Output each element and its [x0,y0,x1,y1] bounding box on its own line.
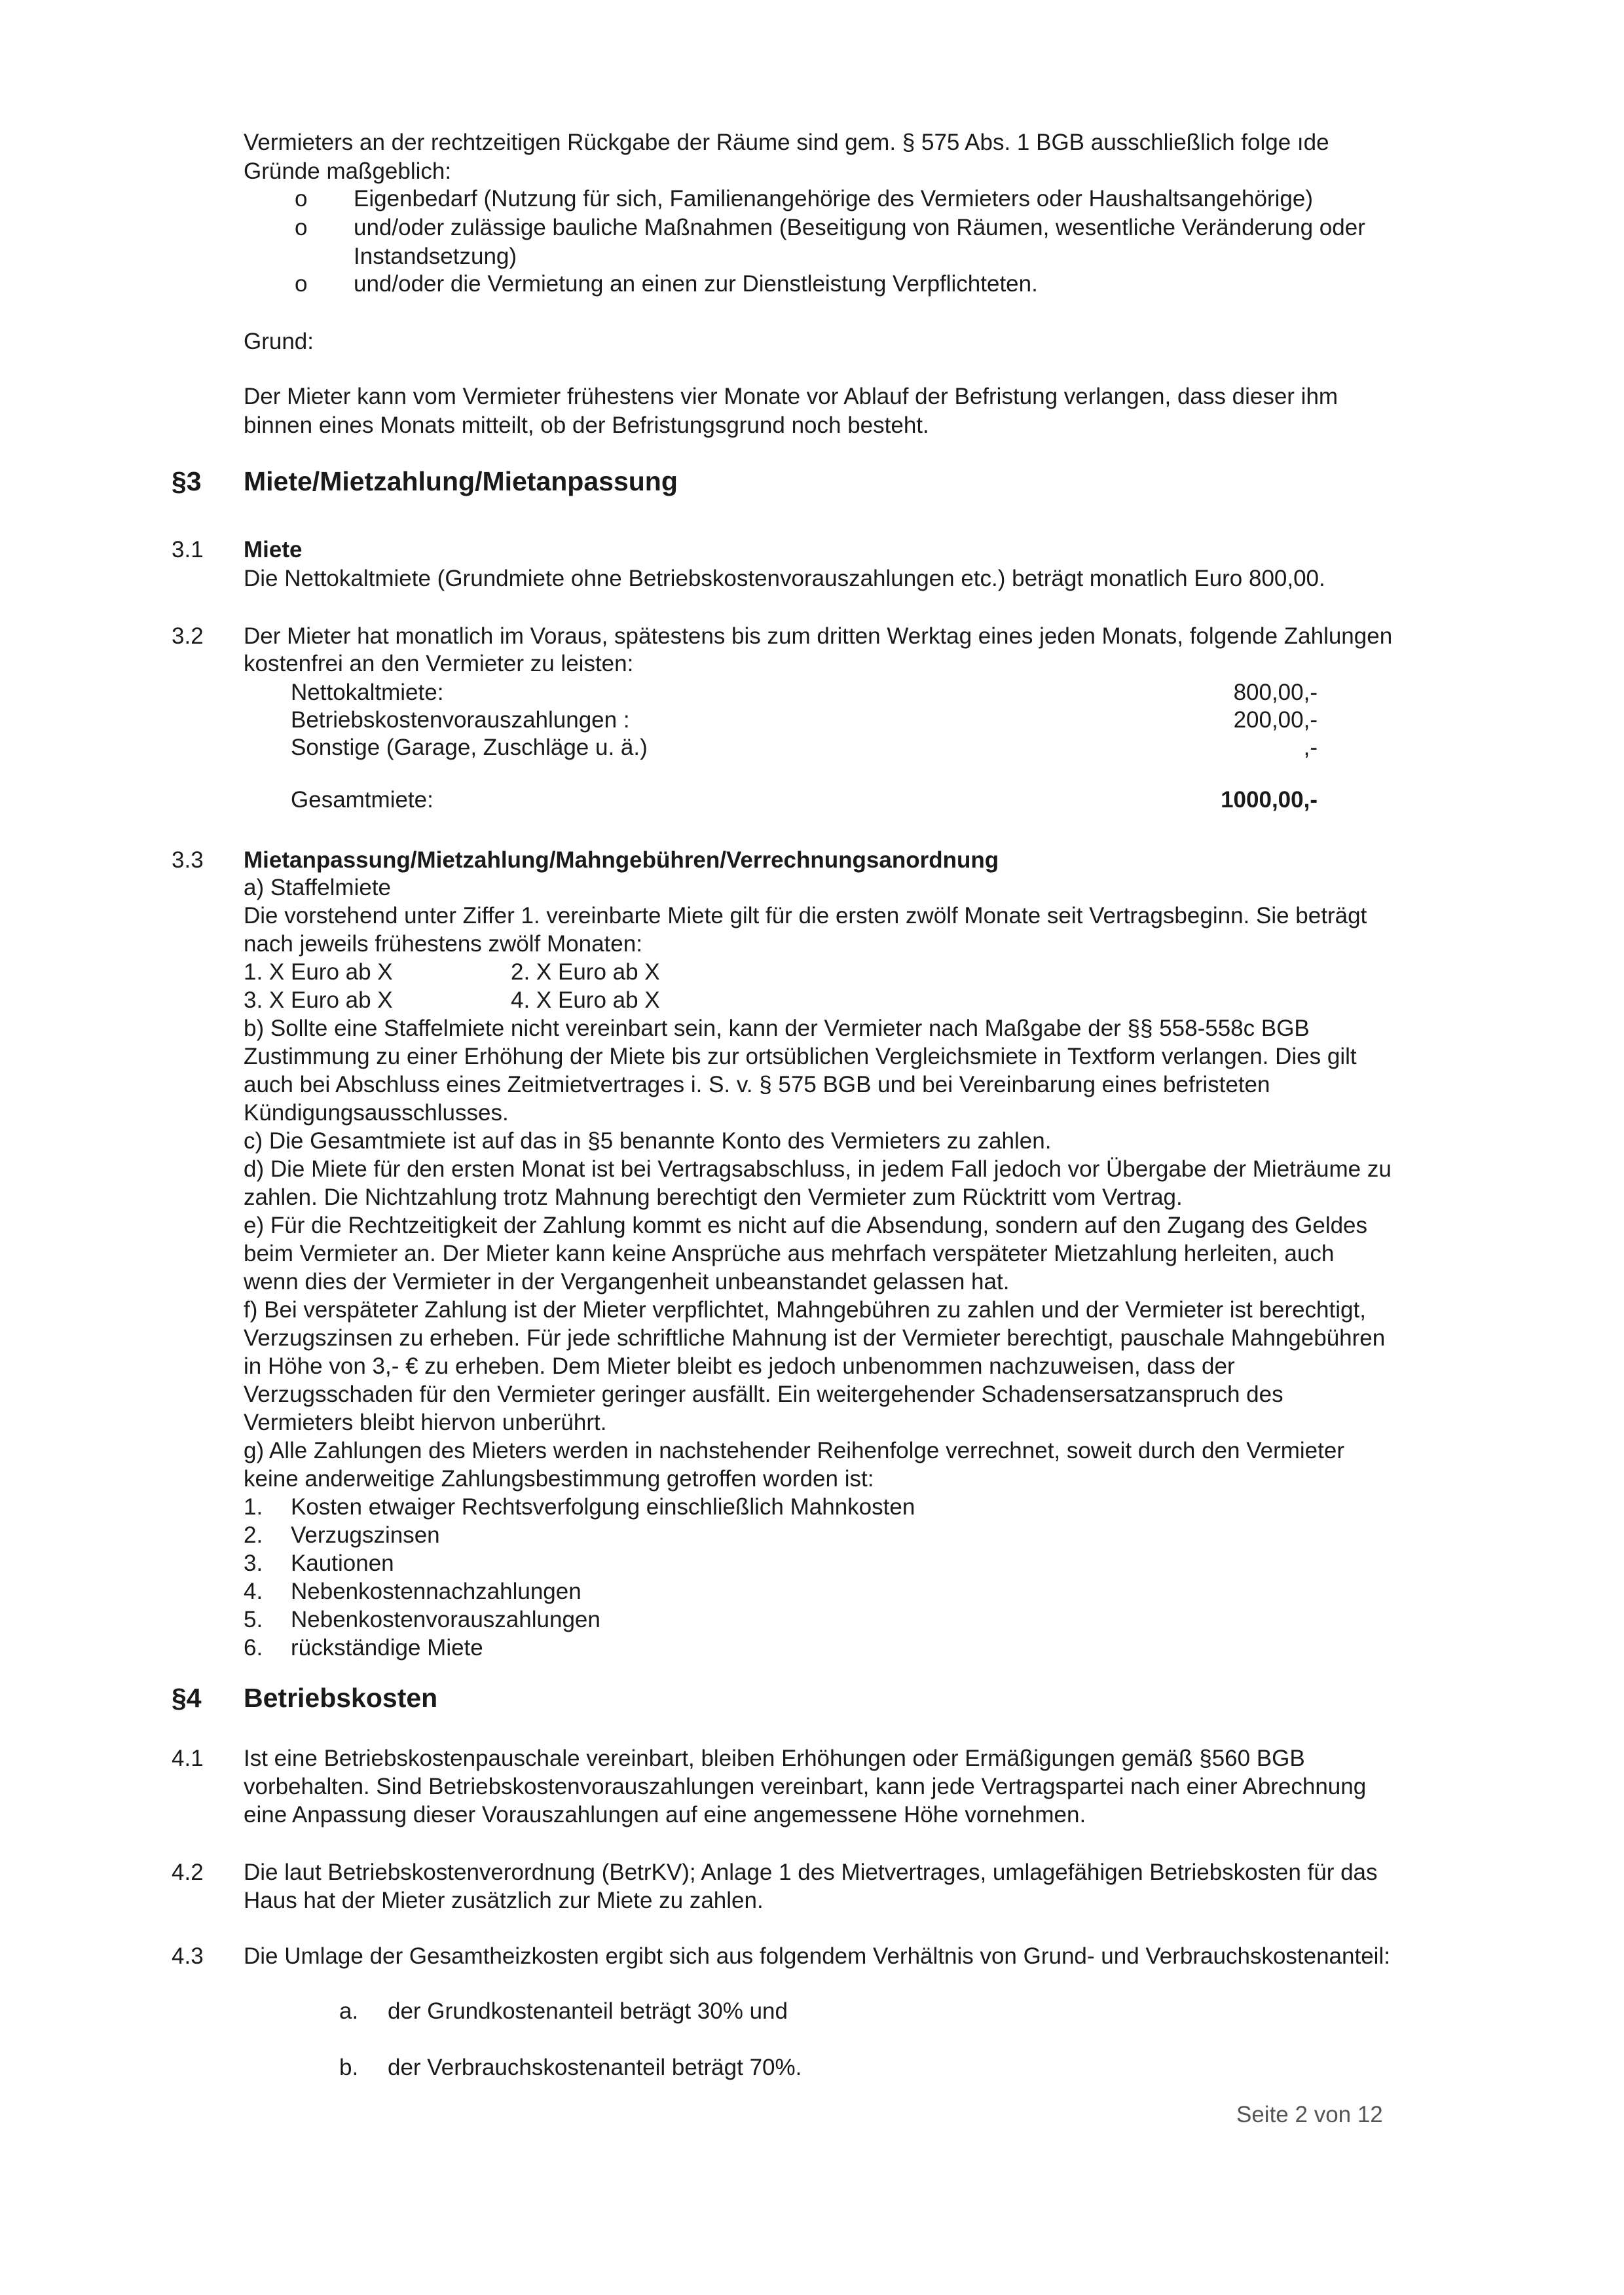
subsection-title: Mietanpassung/Mietzahlung/Mahngebühren/Verrechnungsanordnung [244,847,999,873]
subsection-text: Der Mieter hat monatlich im Voraus, spätestens bis zum dritten Werktag eines jeden Monats, folgende Zahlungen [244,623,1393,649]
subsection-number: 4.2 [172,1860,204,1885]
order-text: Nebenkostenvorauszahlungen [291,1607,600,1632]
total-label: Gesamtmiete: [291,787,434,813]
clause-line: Die vorstehend unter Ziffer 1. vereinbarte Miete gilt für die ersten zwölf Monate seit Vertragsbeginn. Sie beträgt [244,903,1367,928]
staffel-item: 1. X Euro ab X [244,959,393,985]
clause-line: auch bei Abschluss eines Zeitmietvertrages i. S. v. § 575 BGB und bei Vereinbarung eines befristeten [244,1072,1270,1097]
payment-value: 800,00,- [1233,680,1318,705]
subsection-text: vorbehalten. Sind Betriebskostenvorauszahlungen vereinbart, kann jede Vertragspartei nach einer Abrechnung [244,1774,1367,1799]
order-number: 2. [244,1522,263,1548]
payment-label: Betriebskostenvorauszahlungen : [291,707,630,733]
grund-label: Grund: [244,329,314,354]
clause-line: keine anderweitige Zahlungsbestimmung getroffen worden ist: [244,1466,874,1492]
staffel-item: 2. X Euro ab X [511,959,660,985]
subsection-number: 4.1 [172,1746,204,1771]
clause-line: c) Die Gesamtmiete ist auf das in §5 benannte Konto des Vermieters zu zahlen. [244,1128,1052,1154]
subsection-text: Die laut Betriebskostenverordnung (BetrKV); Anlage 1 des Mietvertrages, umlagefähigen Betriebskosten für das [244,1860,1378,1885]
section-title: Miete/Mietzahlung/Mietanpassung [244,466,678,496]
order-number: 5. [244,1607,263,1632]
subsection-number: 3.2 [172,623,204,649]
clause-line: in Höhe von 3,- € zu erheben. Dem Mieter bleibt es jedoch unbenommen nachzuweisen, dass der [244,1353,1235,1379]
payment-value: 200,00,- [1233,707,1318,733]
subsection-text: eine Anpassung dieser Vorauszahlungen auf eine angemessene Höhe vornehmen. [244,1802,1086,1827]
clause-line: wenn dies der Vermieter in der Vergangenheit unbeanstandet gelassen hat. [244,1269,1010,1294]
order-text: Kosten etwaiger Rechtsverfolgung einschließlich Mahnkosten [291,1494,915,1520]
page-number: Seite 2 von 12 [1236,2102,1383,2127]
clause-line: zahlen. Die Nichtzahlung trotz Mahnung berechtigt den Vermieter zum Rücktritt vom Vertrag. [244,1184,1183,1210]
payment-value: ,- [1303,735,1318,760]
subsection-text: Ist eine Betriebskostenpauschale vereinbart, bleiben Erhöhungen oder Ermäßigungen gemäß §560 BGB [244,1746,1305,1771]
bullet-text: und/oder die Vermietung an einen zur Dienstleistung Verpflichteten. [354,271,1038,297]
section-number: §4 [172,1683,202,1713]
clause-line: b) Sollte eine Staffelmiete nicht vereinbart sein, kann der Vermieter nach Maßgabe der §§ 558-558c BGB [244,1016,1310,1041]
order-number: 3. [244,1551,263,1576]
section-title: Betriebskosten [244,1683,438,1713]
intro-paragraph: Der Mieter kann vom Vermieter frühestens vier Monate vor Ablauf der Befristung verlangen, dass dieser ihm [244,384,1338,409]
subsection-number: 3.1 [172,537,204,562]
staffel-item: 4. X Euro ab X [511,987,660,1013]
ratio-marker: a. [339,1998,359,2024]
staffel-item: 3. X Euro ab X [244,987,393,1013]
clause-line: nach jeweils frühestens zwölf Monaten: [244,931,642,957]
payment-label: Nettokaltmiete: [291,680,444,705]
ratio-text: der Verbrauchskostenanteil beträgt 70%. [388,2055,802,2080]
subsection-number: 3.3 [172,847,204,873]
subsection-title: Miete [244,537,303,562]
bullet-marker: o [295,215,308,240]
bullet-marker: o [295,271,308,297]
order-number: 6. [244,1635,263,1661]
clause-line: a) Staffelmiete [244,875,392,900]
order-text: Kautionen [291,1551,394,1576]
order-number: 4. [244,1579,263,1604]
clause-line: Verzugszinsen zu erheben. Für jede schriftliche Mahnung ist der Vermieter berechtigt, pauschale Mahngebühren [244,1325,1386,1351]
ratio-marker: b. [339,2055,359,2080]
clause-line: Vermieters bleibt hiervon unberührt. [244,1410,607,1435]
section-number: §3 [172,466,202,496]
clause-line: g) Alle Zahlungen des Mieters werden in nachstehender Reihenfolge verrechnet, soweit durch den Vermieter [244,1438,1344,1463]
bullet-text: und/oder zulässige bauliche Maßnahmen (Beseitigung von Räumen, wesentliche Veränderung oder [354,215,1365,240]
total-value: 1000,00,- [1221,787,1318,813]
clause-line: beim Vermieter an. Der Mieter kann keine Ansprüche aus mehrfach verspäteter Mietzahlung herleiten, auch [244,1241,1335,1266]
bullet-text: Eigenbedarf (Nutzung für sich, Familienangehörige des Vermieters oder Haushaltsangehörige) [354,186,1313,211]
clause-line: Zustimmung zu einer Erhöhung der Miete bis zur ortsüblichen Vergleichsmiete in Textform verlangen. Dies gilt [244,1044,1357,1069]
clause-line: e) Für die Rechtzeitigkeit der Zahlung kommt es nicht auf die Absendung, sondern auf den Zugang des Geldes [244,1213,1368,1238]
bullet-marker: o [295,186,308,211]
clause-line: d) Die Miete für den ersten Monat ist bei Vertragsabschluss, in jedem Fall jedoch vor Übergabe der Mieträume zu [244,1156,1392,1182]
ratio-text: der Grundkostenanteil beträgt 30% und [388,1998,788,2024]
clause-line: Kündigungsausschlusses. [244,1100,509,1126]
subsection-text: kostenfrei an den Vermieter zu leisten: [244,651,634,676]
intro-line: Vermieters an der rechtzeitigen Rückgabe der Räume sind gem. § 575 Abs. 1 BGB ausschließlich folge ıde [244,130,1329,155]
order-text: rückständige Miete [291,1635,483,1661]
subsection-text: Die Nettokaltmiete (Grundmiete ohne Betriebskostenvorauszahlungen etc.) beträgt monatlich Euro 800,00. [244,566,1325,591]
bullet-text: Instandsetzung) [354,244,517,269]
subsection-number: 4.3 [172,1943,204,1969]
intro-line: Gründe maßgeblich: [244,158,452,184]
clause-line: Verzugsschaden für den Vermieter geringer ausfällt. Ein weitergehender Schadensersatzanspruch des [244,1382,1283,1407]
clause-line: f) Bei verspäteter Zahlung ist der Mieter verpflichtet, Mahngebühren zu zahlen und der Vermieter ist berechtigt, [244,1297,1366,1323]
subsection-text: Die Umlage der Gesamtheizkosten ergibt sich aus folgendem Verhältnis von Grund- und Verbrauchskostenanteil: [244,1943,1390,1969]
intro-paragraph: binnen eines Monats mitteilt, ob der Befristungsgrund noch besteht. [244,413,929,438]
order-number: 1. [244,1494,263,1520]
payment-label: Sonstige (Garage, Zuschläge u. ä.) [291,735,648,760]
order-text: Nebenkostennachzahlungen [291,1579,581,1604]
subsection-text: Haus hat der Mieter zusätzlich zur Miete zu zahlen. [244,1888,764,1913]
order-text: Verzugszinsen [291,1522,440,1548]
